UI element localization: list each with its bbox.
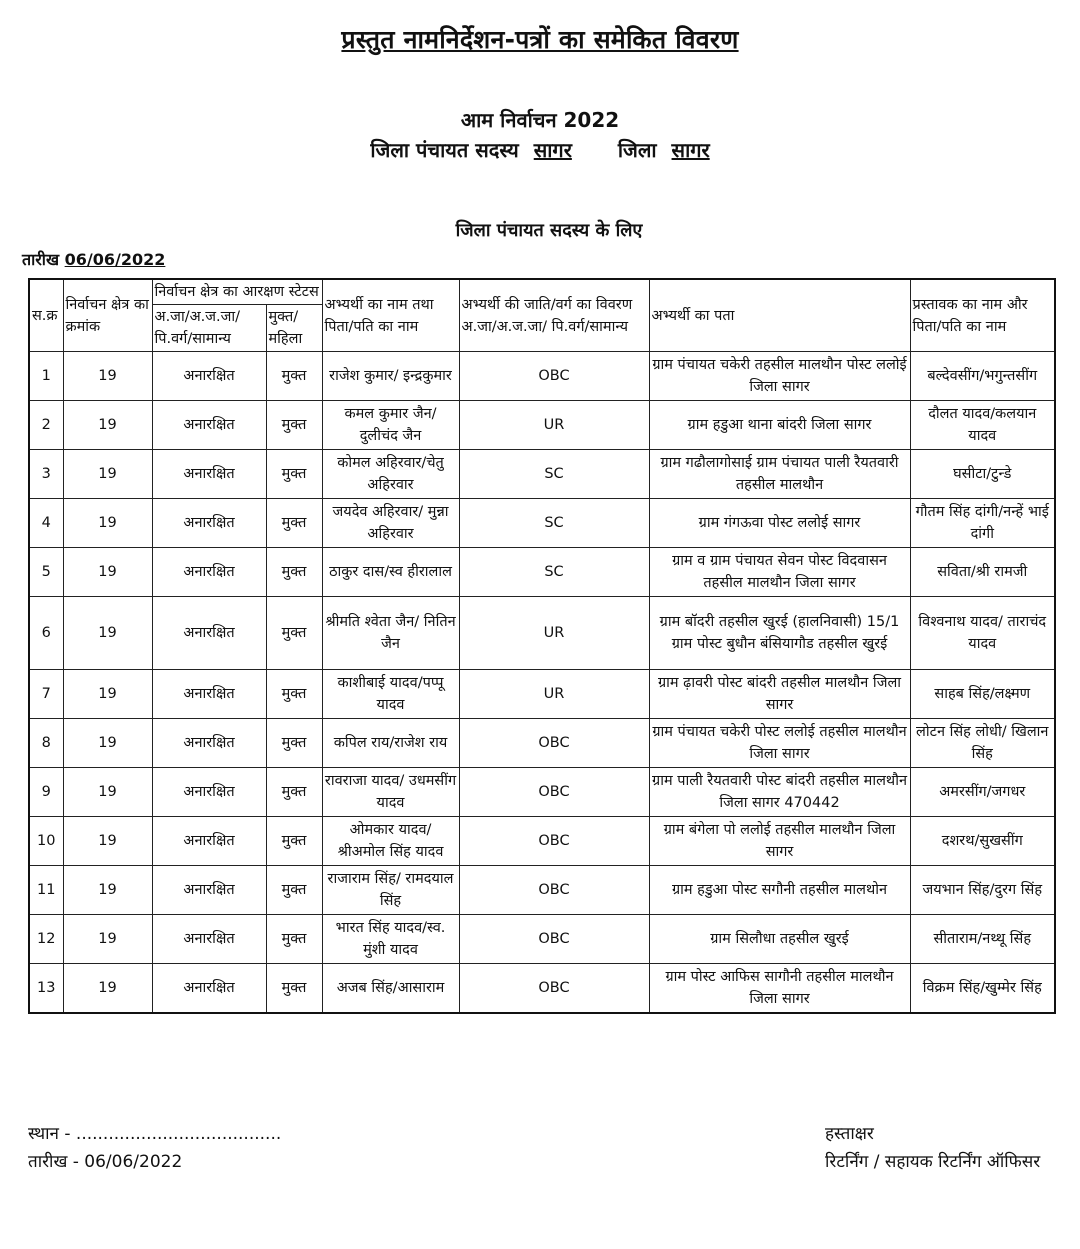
proposer-cell: अमरसींग/जगधर xyxy=(910,768,1055,817)
caste-cell: UR xyxy=(459,597,649,670)
proposer-cell: विश्वनाथ यादव/ ताराचंद यादव xyxy=(910,597,1055,670)
constituency-cell: 19 xyxy=(63,548,152,597)
serial-cell: 4 xyxy=(29,499,63,548)
proposer-cell: गौतम सिंह दांगी/नन्हें भाई दांगी xyxy=(910,499,1055,548)
serial-cell: 1 xyxy=(29,352,63,401)
post-district-heading xyxy=(0,136,1080,163)
serial-cell: 12 xyxy=(29,915,63,964)
col-free-women: मुक्त/ महिला xyxy=(266,305,322,352)
table-row xyxy=(29,401,1055,450)
free-women-cell: मुक्त xyxy=(266,719,322,768)
free-women-cell: मुक्त xyxy=(266,817,322,866)
serial-cell: 8 xyxy=(29,719,63,768)
reservation-cell: अनारक्षित xyxy=(152,768,266,817)
proposer-cell: सीताराम/नथ्थू सिंह xyxy=(910,915,1055,964)
table-row xyxy=(29,548,1055,597)
reservation-cell: अनारक्षित xyxy=(152,548,266,597)
col-reservation-category: अ.जा/अ.ज.जा/ पि.वर्ग/सामान्य xyxy=(152,305,266,352)
constituency-cell: 19 xyxy=(63,768,152,817)
date-value: 06/06/2022 xyxy=(64,250,166,269)
reservation-cell: अनारक्षित xyxy=(152,597,266,670)
candidate-name-cell: ओमकार यादव/ श्रीअमोल सिंह यादव xyxy=(322,817,459,866)
footer-date: तारीख - 06/06/2022 xyxy=(28,1152,183,1172)
caste-cell: OBC xyxy=(459,817,649,866)
constituency-cell: 19 xyxy=(63,450,152,499)
proposer-cell: दशरथ/सुखसींग xyxy=(910,817,1055,866)
table-row xyxy=(29,719,1055,768)
proposer-cell: सविता/श्री रामजी xyxy=(910,548,1055,597)
candidate-name-cell: राजेश कुमार/ इन्द्रकुमार xyxy=(322,352,459,401)
post-label: जिला पंचायत सदस्य xyxy=(370,138,519,162)
serial-cell: 2 xyxy=(29,401,63,450)
col-candidate-name: अभ्यर्थी का नाम तथा पिता/पति का नाम xyxy=(322,279,459,352)
free-women-cell: मुक्त xyxy=(266,401,322,450)
footer-right xyxy=(825,1120,1040,1176)
table-row xyxy=(29,352,1055,401)
address-cell: ग्राम पंचायत चकेरी तहसील मालथौन पोस्ट ललोई जिला सागर xyxy=(649,352,910,401)
reservation-cell: अनारक्षित xyxy=(152,964,266,1014)
caste-cell: OBC xyxy=(459,964,649,1014)
address-cell: ग्राम सिलौधा तहसील खुरई xyxy=(649,915,910,964)
candidate-name-cell: ठाकुर दास/स्व हीरालाल xyxy=(322,548,459,597)
caste-cell: OBC xyxy=(459,915,649,964)
free-women-cell: मुक्त xyxy=(266,768,322,817)
constituency-cell: 19 xyxy=(63,719,152,768)
constituency-cell: 19 xyxy=(63,499,152,548)
officer-designation: रिटर्निंग / सहायक रिटर्निंग ऑफिसर xyxy=(825,1152,1041,1172)
address-cell: ग्राम पाली रैयतवारी पोस्ट बांदरी तहसील मालथौन जिला सागर 470442 xyxy=(649,768,910,817)
table-row xyxy=(29,768,1055,817)
proposer-cell: साहब सिंह/लक्ष्मण xyxy=(910,670,1055,719)
constituency-cell: 19 xyxy=(63,964,152,1014)
caste-cell: OBC xyxy=(459,719,649,768)
serial-cell: 13 xyxy=(29,964,63,1014)
table-row xyxy=(29,866,1055,915)
free-women-cell: मुक्त xyxy=(266,964,322,1014)
serial-cell: 10 xyxy=(29,817,63,866)
col-proposer: प्रस्तावक का नाम और पिता/पति का नाम xyxy=(910,279,1055,352)
col-constituency-no: निर्वाचन क्षेत्र का क्रमांक xyxy=(63,279,152,352)
candidate-name-cell: रावराजा यादव/ उधमसींग यादव xyxy=(322,768,459,817)
reservation-cell: अनारक्षित xyxy=(152,499,266,548)
reservation-cell: अनारक्षित xyxy=(152,866,266,915)
free-women-cell: मुक्त xyxy=(266,499,322,548)
footer-left xyxy=(28,1120,281,1176)
address-cell: ग्राम बॉदरी तहसील खुरई (हालनिवासी) 15/1 ग्राम पोस्ट बुधौन बंसियागौड तहसील खुरई xyxy=(649,597,910,670)
reservation-cell: अनारक्षित xyxy=(152,450,266,499)
district-label: जिला xyxy=(617,138,657,162)
table-row xyxy=(29,915,1055,964)
reservation-cell: अनारक्षित xyxy=(152,719,266,768)
table-row xyxy=(29,817,1055,866)
table-row xyxy=(29,597,1055,670)
free-women-cell: मुक्त xyxy=(266,915,322,964)
reservation-cell: अनारक्षित xyxy=(152,670,266,719)
serial-cell: 11 xyxy=(29,866,63,915)
serial-cell: 5 xyxy=(29,548,63,597)
signature-label: हस्ताक्षर xyxy=(825,1124,874,1144)
date-label: तारीख xyxy=(22,250,60,269)
serial-cell: 7 xyxy=(29,670,63,719)
constituency-cell: 19 xyxy=(63,817,152,866)
proposer-cell: लोटन सिंह लोधी/ खिलान सिंह xyxy=(910,719,1055,768)
free-women-cell: मुक्त xyxy=(266,450,322,499)
document-title: प्रस्तुत नामनिर्देशन-पत्रों का समेकित विवरण xyxy=(341,25,739,54)
serial-cell: 3 xyxy=(29,450,63,499)
caste-cell: UR xyxy=(459,670,649,719)
constituency-cell: 19 xyxy=(63,352,152,401)
constituency-cell: 19 xyxy=(63,597,152,670)
place-line: स्थान - ...................................... xyxy=(28,1124,282,1144)
table-row xyxy=(29,964,1055,1014)
caste-cell: SC xyxy=(459,548,649,597)
free-women-cell: मुक्त xyxy=(266,352,322,401)
constituency-cell: 19 xyxy=(63,915,152,964)
nominations-table xyxy=(28,278,1056,1014)
address-cell: ग्राम हडुआ पोस्ट सगौनी तहसील मालथोन xyxy=(649,866,910,915)
address-cell: ग्राम गंगऊवा पोस्ट ललोई सागर xyxy=(649,499,910,548)
candidate-name-cell: भारत सिंह यादव/स्व. मुंशी यादव xyxy=(322,915,459,964)
candidate-name-cell: जयदेव अहिरवार/ मुन्ना अहिरवार xyxy=(322,499,459,548)
caste-cell: SC xyxy=(459,499,649,548)
address-cell: ग्राम पंचायत चकेरी पोस्ट ललोई तहसील मालथौन जिला सागर xyxy=(649,719,910,768)
proposer-cell: विक्रम सिंह/खुम्मेर सिंह xyxy=(910,964,1055,1014)
serial-cell: 6 xyxy=(29,597,63,670)
caste-cell: SC xyxy=(459,450,649,499)
address-cell: ग्राम पोस्ट आफिस सागौनी तहसील मालथौन जिला सागर xyxy=(649,964,910,1014)
table-row xyxy=(29,670,1055,719)
candidate-name-cell: श्रीमति श्वेता जैन/ नितिन जैन xyxy=(322,597,459,670)
address-cell: ग्राम बंगेला पो ललोई तहसील मालथौन जिला सागर xyxy=(649,817,910,866)
candidate-name-cell: कपिल राय/राजेश राय xyxy=(322,719,459,768)
proposer-cell: दौलत यादव/कलयान यादव xyxy=(910,401,1055,450)
caste-cell: UR xyxy=(459,401,649,450)
col-address: अभ्यर्थी का पता xyxy=(649,279,910,352)
election-heading: आम निर्वाचन 2022 xyxy=(460,108,620,132)
constituency-cell: 19 xyxy=(63,670,152,719)
candidate-name-cell: कोमल अहिरवार/चेतु अहिरवार xyxy=(322,450,459,499)
address-cell: ग्राम व ग्राम पंचायत सेवन पोस्ट विदवासन तहसील मालथौन जिला सागर xyxy=(649,548,910,597)
caste-cell: OBC xyxy=(459,866,649,915)
reservation-cell: अनारक्षित xyxy=(152,401,266,450)
col-reservation-status: निर्वाचन क्षेत्र का आरक्षण स्टेटस xyxy=(152,279,322,305)
constituency-cell: 19 xyxy=(63,866,152,915)
free-women-cell: मुक्त xyxy=(266,597,322,670)
post-place: सागर xyxy=(533,138,572,162)
candidate-name-cell: राजाराम सिंह/ रामदयाल सिंह xyxy=(322,866,459,915)
free-women-cell: मुक्त xyxy=(266,670,322,719)
free-women-cell: मुक्त xyxy=(266,548,322,597)
col-caste: अभ्यर्थी की जाति/वर्ग का विवरण अ.जा/अ.ज.जा/ पि.वर्ग/सामान्य xyxy=(459,279,649,352)
table-row xyxy=(29,450,1055,499)
col-serial: स.क्र xyxy=(29,279,63,352)
serial-cell: 9 xyxy=(29,768,63,817)
caste-cell: OBC xyxy=(459,352,649,401)
table-row xyxy=(29,499,1055,548)
caste-cell: OBC xyxy=(459,768,649,817)
for-label: जिला पंचायत सदस्य के लिए xyxy=(455,220,643,241)
address-cell: ग्राम गढौलागोसाई ग्राम पंचायत पाली रैयतवारी तहसील मालथौन xyxy=(649,450,910,499)
candidate-name-cell: कमल कुमार जैन/ दुलीचंद जैन xyxy=(322,401,459,450)
constituency-cell: 19 xyxy=(63,401,152,450)
reservation-cell: अनारक्षित xyxy=(152,817,266,866)
proposer-cell: जयभान सिंह/दुरग सिंह xyxy=(910,866,1055,915)
address-cell: ग्राम ढ़ावरी पोस्ट बांदरी तहसील मालथौन जिला सागर xyxy=(649,670,910,719)
district-name: सागर xyxy=(671,138,710,162)
reservation-cell: अनारक्षित xyxy=(152,352,266,401)
document-date xyxy=(22,248,165,270)
address-cell: ग्राम हडुआ थाना बांदरी जिला सागर xyxy=(649,401,910,450)
reservation-cell: अनारक्षित xyxy=(152,915,266,964)
free-women-cell: मुक्त xyxy=(266,866,322,915)
proposer-cell: बल्देवसींग/भगुन्तसींग xyxy=(910,352,1055,401)
proposer-cell: घसीटा/टुन्डे xyxy=(910,450,1055,499)
candidate-name-cell: अजब सिंह/आसाराम xyxy=(322,964,459,1014)
candidate-name-cell: काशीबाई यादव/पप्पू यादव xyxy=(322,670,459,719)
